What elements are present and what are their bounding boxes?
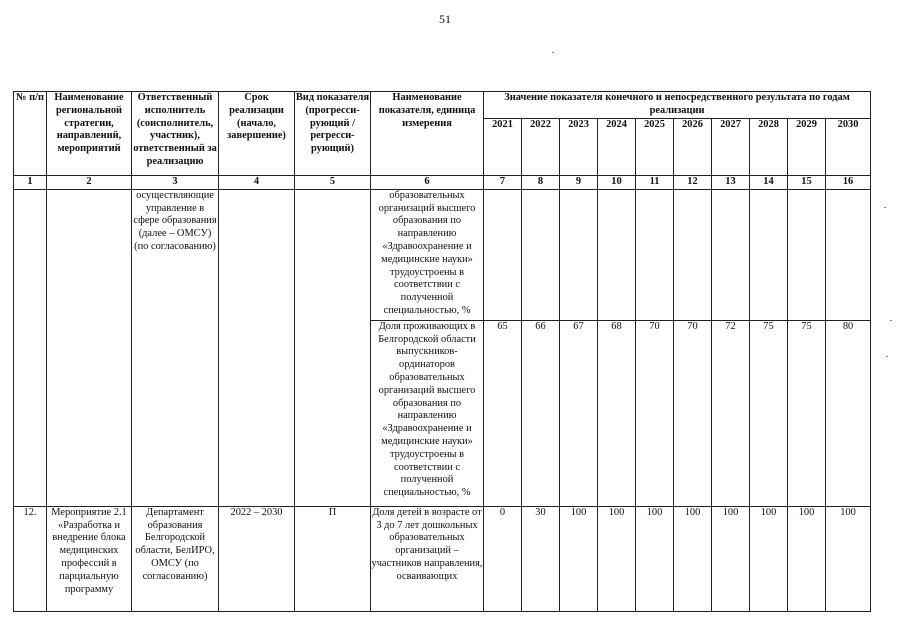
header-row (14, 92, 871, 119)
cell-value (788, 189, 826, 320)
cell-indicator: Доля проживающих в Белгородской области выпускников-ординаторов образовательных организаций высшего образования по направлению «Здравоохранение и медицинские науки» трудоустроены в соответствии с полученной специальностью, % (371, 320, 484, 506)
column-number: 14 (750, 176, 788, 190)
cell-value (826, 189, 871, 320)
cell-value: 100 (788, 506, 826, 611)
year-2025: 2025 (636, 119, 674, 176)
column-number: 4 (219, 176, 295, 190)
table-row (14, 506, 871, 611)
header-values-group: Значение показателя конечного и непосредственного результата по годам реализации (484, 92, 871, 119)
cell-value: 0 (484, 506, 522, 611)
cell-value: 70 (636, 320, 674, 506)
cell-value (636, 189, 674, 320)
cell-indicator: образовательных организаций высшего образования по направлению «Здравоохранение и медицинские науки» трудоустроены в соответствии с полученной специальностью, % (371, 189, 484, 320)
cell-value: 70 (674, 320, 712, 506)
cell-value: 100 (750, 506, 788, 611)
cell-period: 2022 – 2030 (219, 506, 295, 611)
cell-value: 100 (636, 506, 674, 611)
cell-name (47, 189, 132, 506)
column-number-row (14, 176, 871, 190)
header-num: № п/п (14, 92, 47, 176)
column-number: 8 (522, 176, 560, 190)
scan-speck (890, 320, 892, 321)
cell-value: 68 (598, 320, 636, 506)
cell-value (522, 189, 560, 320)
column-number: 2 (47, 176, 132, 190)
cell-num: 12. (14, 506, 47, 611)
cell-value (484, 189, 522, 320)
cell-value: 75 (788, 320, 826, 506)
column-number: 12 (674, 176, 712, 190)
cell-executor: Департамент образования Белгородской области, БелИРО, ОМСУ (по согласованию) (132, 506, 219, 611)
column-number: 15 (788, 176, 826, 190)
cell-value: 100 (598, 506, 636, 611)
cell-value: 100 (826, 506, 871, 611)
year-2022: 2022 (522, 119, 560, 176)
column-number: 9 (560, 176, 598, 190)
column-number: 11 (636, 176, 674, 190)
year-2024: 2024 (598, 119, 636, 176)
cell-period (219, 189, 295, 506)
column-number: 7 (484, 176, 522, 190)
header-name: Наименование региональной стратегии, направлений, мероприятий (47, 92, 132, 176)
cell-value: 100 (712, 506, 750, 611)
results-table (13, 91, 871, 612)
header-period: Срок реализации (начало, завершение) (219, 92, 295, 176)
cell-value: 66 (522, 320, 560, 506)
cell-value (560, 189, 598, 320)
year-2026: 2026 (674, 119, 712, 176)
cell-type (295, 189, 371, 506)
header-executor: Ответственный исполнитель (соисполнитель, участник), ответственный за реализацию (132, 92, 219, 176)
cell-value (750, 189, 788, 320)
cell-value (712, 189, 750, 320)
cell-value: 67 (560, 320, 598, 506)
header-indicator: Наименование показателя, единица измерения (371, 92, 484, 176)
cell-value: 30 (522, 506, 560, 611)
column-number: 5 (295, 176, 371, 190)
year-2029: 2029 (788, 119, 826, 176)
cell-num (14, 189, 47, 506)
year-2021: 2021 (484, 119, 522, 176)
cell-value: 100 (674, 506, 712, 611)
year-2027: 2027 (712, 119, 750, 176)
cell-indicator: Доля детей в возрасте от 3 до 7 лет дошкольных образовательных организаций – участников направления, осваивающих (371, 506, 484, 611)
page-number: 51 (439, 12, 451, 26)
cell-type: П (295, 506, 371, 611)
table-row (14, 189, 871, 320)
cell-value: 65 (484, 320, 522, 506)
column-number: 13 (712, 176, 750, 190)
cell-value: 75 (750, 320, 788, 506)
cell-value: 80 (826, 320, 871, 506)
scan-speck (552, 52, 554, 53)
year-2028: 2028 (750, 119, 788, 176)
cell-value (598, 189, 636, 320)
column-number: 16 (826, 176, 871, 190)
cell-value: 72 (712, 320, 750, 506)
column-number: 6 (371, 176, 484, 190)
cell-value: 100 (560, 506, 598, 611)
scan-speck (884, 207, 886, 208)
cell-value (674, 189, 712, 320)
scan-speck (886, 356, 888, 357)
column-number: 10 (598, 176, 636, 190)
year-2023: 2023 (560, 119, 598, 176)
header-type: Вид показателя (прогресси-рующий / регресси-рующий) (295, 92, 371, 176)
column-number: 3 (132, 176, 219, 190)
year-2030: 2030 (826, 119, 871, 176)
column-number: 1 (14, 176, 47, 190)
cell-name: Мероприятие 2.1 «Разработка и внедрение блока медицинских профессий в парциальную программу (47, 506, 132, 611)
cell-executor: осуществляющие управление в сфере образования (далее – ОМСУ) (по согласованию) (132, 189, 219, 506)
